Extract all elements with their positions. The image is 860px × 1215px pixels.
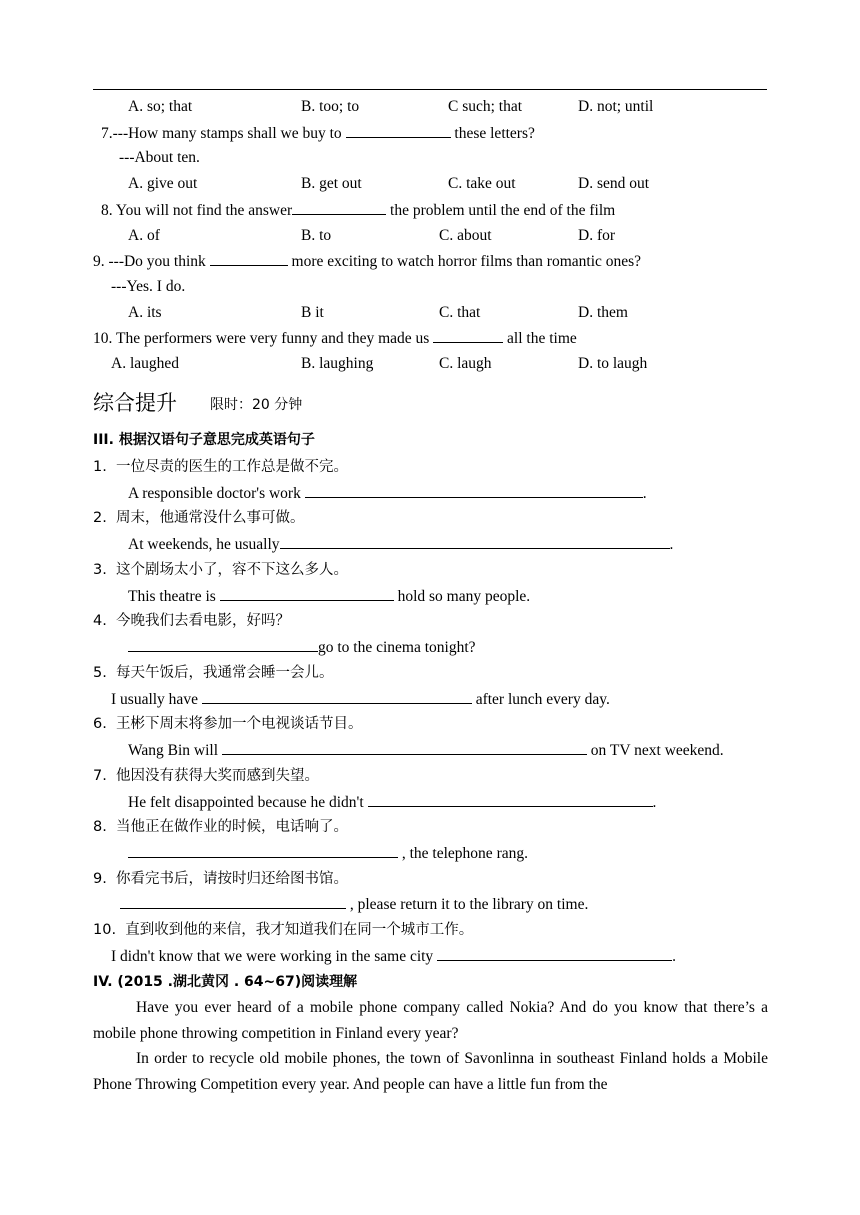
q7-reply: ---About ten. xyxy=(119,149,200,166)
part3-item-4-zh: 4. 今晚我们去看电影，好吗？ xyxy=(93,613,291,629)
passage-paragraph-2: In order to recycle old mobile phones, the town of Savonlinna in southeast Finland holds a Mobile Phone Throwing Competition every year. And people can have a little fun from the xyxy=(93,1050,768,1093)
q7-blank xyxy=(346,123,451,138)
part3-item-10-blank xyxy=(437,946,672,961)
part3-item-3-en: This theatre is hold so many people. xyxy=(128,588,531,605)
part3-item-2-blank xyxy=(280,534,670,549)
q9-reply: ---Yes. I do. xyxy=(111,278,186,295)
part3-item-4-blank xyxy=(128,637,318,652)
part3-item-3-blank xyxy=(220,586,394,601)
q7-stem: 7.---How many stamps shall we buy to these letters? xyxy=(101,125,535,142)
passage-paragraph-1: Have you ever heard of a mobile phone company called Nokia? And do you know that there’s a mobile phone throwing competition in Finland every year? xyxy=(93,999,768,1042)
q10-option-d: D. to laugh xyxy=(578,355,648,372)
part3-item-10-zh: 10. 直到收到他的来信，我才知道我们在同一个城市工作。 xyxy=(93,922,474,938)
part3-item-5-en: I usually have after lunch every day. xyxy=(111,691,610,708)
q10-option-a: A. laughed xyxy=(111,355,180,372)
q9-blank xyxy=(210,251,288,266)
part3-item-6-en: Wang Bin will on TV next weekend. xyxy=(128,742,724,759)
q6-option-b: B. too; to xyxy=(301,98,360,115)
q8-option-c: C. about xyxy=(439,227,492,244)
part3-title: III. 根据汉语句子意思完成英语句子 xyxy=(93,432,315,448)
part3-item-5-zh: 5. 每天午饭后，我通常会睡一会儿。 xyxy=(93,665,334,681)
part3-item-10-en: I didn't know that we were working in the same city . xyxy=(111,948,676,965)
part3-item-8-blank xyxy=(128,843,398,858)
part3-item-8-en: , the telephone rang. xyxy=(128,843,528,864)
q7-option-b: B. get out xyxy=(301,175,362,192)
part3-item-8-zh: 8. 当他正在做作业的时候，电话响了。 xyxy=(93,819,349,835)
q6-option-c: C such; that xyxy=(448,98,523,115)
part3-item-6-zh: 6. 王彬下周末将参加一个电视谈话节目。 xyxy=(93,716,363,732)
q10-option-b: B. laughing xyxy=(301,355,374,372)
part3-item-4-en: go to the cinema tonight? xyxy=(128,637,476,658)
part3-item-7-en: He felt disappointed because he didn't . xyxy=(128,794,657,811)
q10-option-c: C. laugh xyxy=(439,355,492,372)
part3-item-7-blank xyxy=(368,792,653,807)
part3-item-9-zh: 9. 你看完书后，请按时归还给图书馆。 xyxy=(93,871,349,887)
q7-option-a: A. give out xyxy=(128,175,198,192)
q8-stem: 8. You will not find the answer the problem until the end of the film xyxy=(101,202,616,219)
part3-item-7-zh: 7. 他因没有获得大奖而感到失望。 xyxy=(93,768,320,784)
part3-item-9-blank xyxy=(120,894,346,909)
q6-option-a: A. so; that xyxy=(128,98,193,115)
q9-option-a: A. its xyxy=(128,304,162,321)
q9-stem: 9. ---Do you think more exciting to watch horror films than romantic ones? xyxy=(93,253,642,270)
part4-title: IV. (2015 .湖北黄冈 . 64~67)阅读理解 xyxy=(93,974,358,990)
section-heading: 综合提升 xyxy=(93,391,177,415)
q8-blank xyxy=(292,200,386,215)
part3-item-9-en: , please return it to the library on time. xyxy=(120,894,588,915)
part3-item-2-en: At weekends, he usually . xyxy=(128,536,674,553)
q9-option-b: B it xyxy=(301,304,324,321)
time-limit: 限时：20 分钟 xyxy=(210,397,303,413)
part3-item-6-blank xyxy=(222,740,587,755)
q8-option-b: B. to xyxy=(301,227,332,244)
q8-option-d: D. for xyxy=(578,227,616,244)
q9-option-c: C. that xyxy=(439,304,481,321)
header-rule xyxy=(93,89,767,90)
part3-item-1-zh: 1. 一位尽责的医生的工作总是做不完。 xyxy=(93,459,349,475)
q10-stem: 10. The performers were very funny and they made us all the time xyxy=(93,330,577,347)
part3-item-2-zh: 2. 周末，他通常没什么事可做。 xyxy=(93,510,305,526)
q8-option-a: A. of xyxy=(128,227,160,244)
part3-item-5-blank xyxy=(202,689,472,704)
q10-blank xyxy=(433,328,503,343)
part3-item-3-zh: 3. 这个剧场太小了，容不下这么多人。 xyxy=(93,562,349,578)
part3-item-1-en: A responsible doctor's work . xyxy=(128,485,647,502)
q9-option-d: D. them xyxy=(578,304,628,321)
q6-option-d: D. not; until xyxy=(578,98,654,115)
q7-option-c: C. take out xyxy=(448,175,516,192)
part3-item-1-blank xyxy=(305,483,643,498)
q7-option-d: D. send out xyxy=(578,175,650,192)
